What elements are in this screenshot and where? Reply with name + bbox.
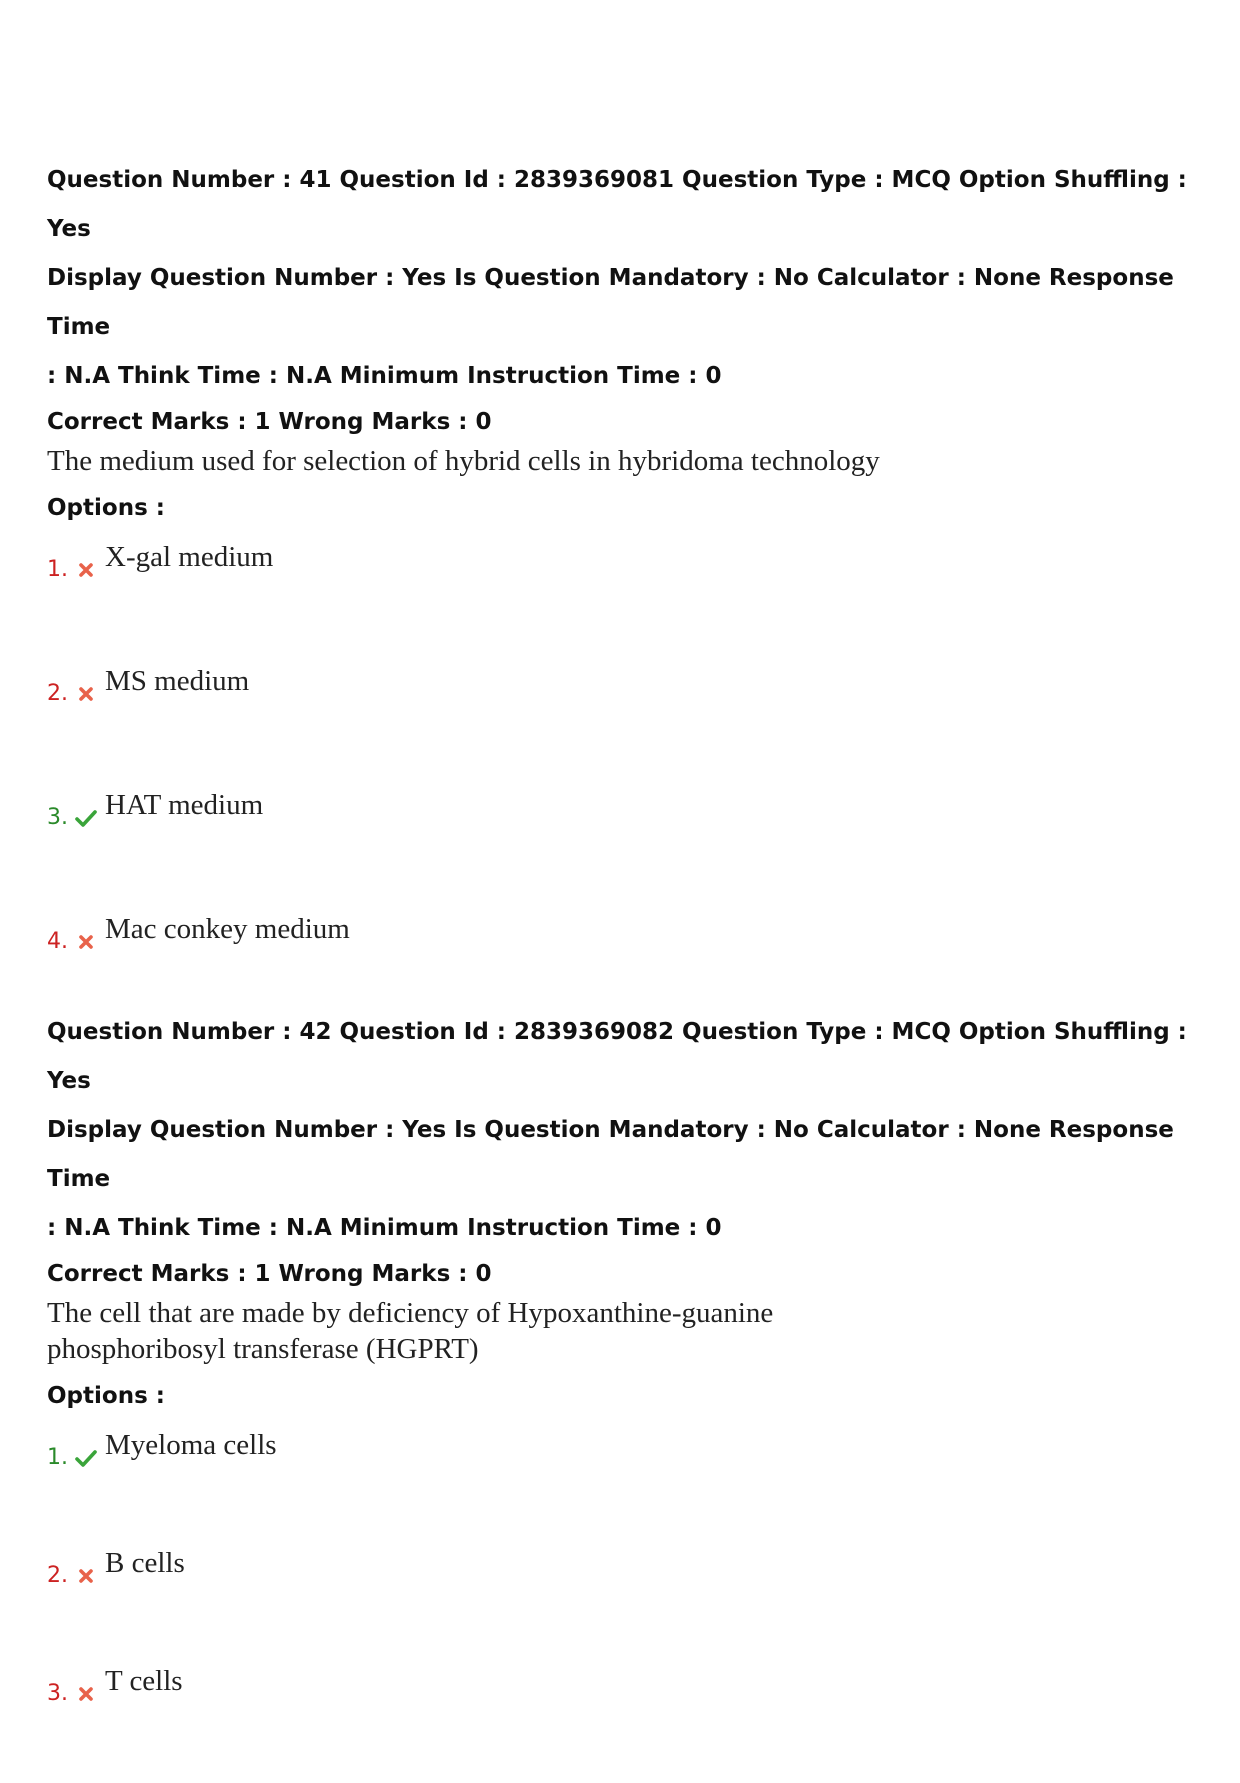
option-text: B cells — [105, 1547, 185, 1579]
option-item — [47, 665, 1207, 707]
option-number: 2. — [47, 681, 68, 706]
option-item — [47, 1429, 1207, 1471]
question-meta-line: Question Number : 42 Question Id : 2839369082 Question Type : MCQ Option Shuffling : Yes — [47, 1019, 1187, 1094]
check-icon — [75, 807, 97, 829]
question-meta-line: Question Number : 41 Question Id : 2839369081 Question Type : MCQ Option Shuffling : Yes — [47, 167, 1187, 242]
option-item — [47, 1547, 1207, 1589]
question-meta-line: : N.A Think Time : N.A Minimum Instruction Time : 0 — [47, 1215, 722, 1241]
options-label: Options : — [47, 495, 165, 521]
cross-icon — [75, 683, 97, 705]
question-text: The cell that are made by deficiency of Hypoxanthine-guanine phosphoribosyl transferase (HGPRT) — [47, 1297, 774, 1365]
options-list — [47, 1429, 1207, 1707]
options-label: Options : — [47, 1383, 165, 1409]
option-text: T cells — [105, 1665, 183, 1697]
option-item — [47, 789, 1207, 831]
marks-info: Correct Marks : 1 Wrong Marks : 0 — [47, 409, 492, 435]
cross-icon — [75, 559, 97, 581]
question-meta-line: Display Question Number : Yes Is Question Mandatory : No Calculator : None Response Time — [47, 265, 1174, 340]
question-meta-line: Display Question Number : Yes Is Question Mandatory : No Calculator : None Response Time — [47, 1117, 1174, 1192]
option-text: Myeloma cells — [105, 1429, 277, 1461]
option-number: 1. — [47, 557, 68, 582]
option-text: Mac conkey medium — [105, 913, 350, 945]
question-41 — [47, 156, 1207, 1037]
option-number: 4. — [47, 929, 68, 954]
question-text: The medium used for selection of hybrid cells in hybridoma technology — [47, 445, 880, 477]
option-number: 1. — [47, 1445, 68, 1470]
option-item — [47, 541, 1207, 583]
option-number: 3. — [47, 1681, 68, 1706]
option-text: MS medium — [105, 665, 250, 697]
cross-icon — [75, 931, 97, 953]
option-number: 3. — [47, 805, 68, 830]
marks-info: Correct Marks : 1 Wrong Marks : 0 — [47, 1261, 492, 1287]
question-meta-line: : N.A Think Time : N.A Minimum Instruction Time : 0 — [47, 363, 722, 389]
option-number: 2. — [47, 1563, 68, 1588]
question-42 — [47, 1008, 1207, 1783]
cross-icon — [75, 1683, 97, 1705]
option-text: HAT medium — [105, 789, 264, 821]
cross-icon — [75, 1565, 97, 1587]
option-item — [47, 1665, 1207, 1707]
options-list — [47, 541, 1207, 955]
option-item — [47, 913, 1207, 955]
option-text: X-gal medium — [105, 541, 274, 573]
check-icon — [75, 1447, 97, 1469]
